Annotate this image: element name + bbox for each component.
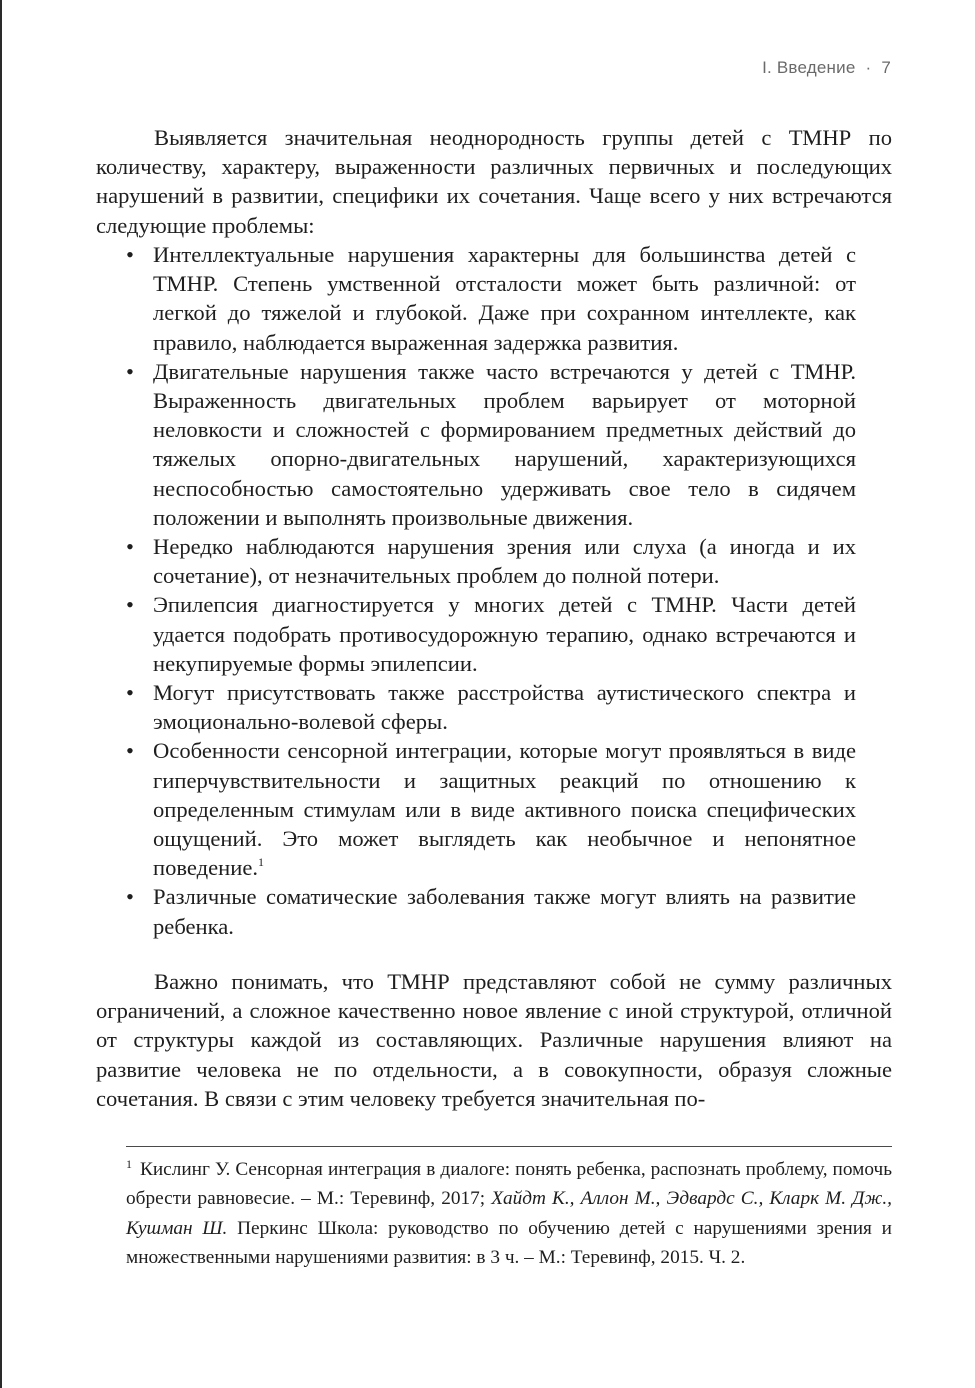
list-item-text: Особенности сенсорной интеграции, которые могут проявляться в виде гиперчувствительности и защитных реакций по отношению к определенным стимулам или в виде активного поиска специфических ощущений. Это может выглядеть как необычное и непонятное поведение.: [153, 738, 856, 881]
list-item-text: Интеллектуальные нарушения характерны для большинства детей с ТМНР. Степень умственной отсталости может быть различной: от легкой до тяжелой и глубокой. Даже при сохранном интеллекте, как правило, наблюдается выраженная задержка развития.: [153, 242, 856, 355]
list-item-text: Различные соматические заболевания также могут влиять на развитие ребенка.: [153, 884, 856, 939]
footnote-text-part1: Кислинг У. Сенсорная интеграция в диалоге: понять ребенка, распознать проблему, помочь обрести равновесие. – М.: Теревинф, 2017;: [126, 1159, 892, 1210]
list-item: [96, 532, 856, 590]
list-item: [96, 240, 856, 357]
bullet-marker: •: [126, 242, 134, 267]
page-edge: [0, 0, 2, 1388]
bullet-marker: •: [126, 358, 134, 384]
footnote-text-part2: Перкинс Школа: руководство по обучению детей с нарушениями зрения и множественными нарушениями развития: в 3 ч. – М.: Теревинф, 2015. Ч. 2.: [126, 1217, 892, 1269]
list-item-text: Двигательные нарушения также часто встречаются у детей с ТМНР. Выраженность двигательных проблем варьирует от моторной неловкости и сложностей с формированием предметных действий до тяжелых опорно-двигательных нарушений, характеризующихся неспособностью самостоятельно удерживать свое тело в сидячем положении и выполнять произвольные движения.: [153, 358, 856, 530]
problem-list: [96, 240, 856, 941]
bullet-marker: •: [126, 680, 134, 706]
list-item: [96, 357, 856, 532]
footnote-reference[interactable]: 1: [258, 855, 265, 870]
bullet-marker: •: [126, 534, 134, 560]
footnote-authors: Хайдт К., Аллон М., Эдвардс С., Кларк М. Дж., Кушман Ш.: [126, 1188, 892, 1239]
bullet-marker: •: [126, 592, 134, 618]
list-item-text: Могут присутствовать также расстройства аутистического спектра и эмоционально-волевой сферы.: [153, 680, 856, 735]
bullet-marker: •: [126, 884, 134, 910]
list-item: [96, 678, 856, 736]
list-item: [96, 590, 856, 678]
section-title: I. Введение: [762, 58, 856, 77]
list-item: [96, 736, 856, 882]
page-number: 7: [881, 58, 891, 77]
intro-text: [96, 123, 892, 240]
header-separator: ·: [865, 58, 872, 77]
footnote: [126, 1155, 892, 1273]
list-item-text: Нередко наблюдаются нарушения зрения или слуха (а иногда и их сочетание), от незначительных проблем до полной потери.: [153, 534, 856, 589]
footnote-number: 1: [126, 1157, 132, 1171]
summary-text: [96, 967, 892, 1113]
summary-paragraph: Важно понимать, что ТМНР представляют собой не сумму различных ограничений, а сложное качественно новое явление с иной структурой, отличной от структуры каждой из составляющих. Различные нарушения влияют на развитие человека не по отдельности, а в совокупности, образуя сложные сочетания. В связи с этим человеку требуется значительная по-: [96, 969, 892, 1111]
list-item: [96, 882, 856, 940]
intro-paragraph: Выявляется значительная неоднородность группы детей с ТМНР по количеству, характеру, выраженности различных первичных и последующих нарушений в развитии, специфики их сочетания. Чаще всего у них встречаются следующие проблемы:: [96, 125, 892, 238]
bullet-marker: •: [126, 738, 134, 764]
list-item-text: Эпилепсия диагностируется у многих детей с ТМНР. Части детей удается подобрать противосудорожную терапию, однако встречаются и некупируемые формы эпилепсии.: [153, 592, 856, 676]
footnote-divider: [126, 1146, 892, 1147]
running-head: [762, 58, 891, 78]
